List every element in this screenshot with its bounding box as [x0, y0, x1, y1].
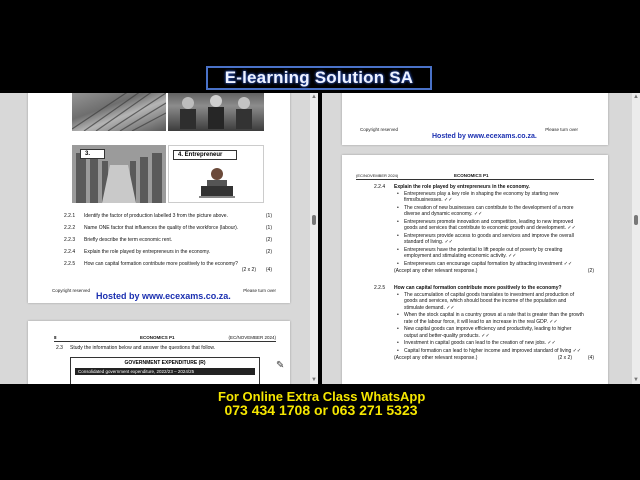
photo-capital-warehouse [72, 145, 166, 203]
table-title: GOVERNMENT EXPENDITURE (R) [124, 360, 206, 366]
right-pdf-viewer[interactable] [322, 93, 640, 384]
answer-marks: (2) [587, 268, 594, 274]
hosted-by-link[interactable]: Hosted by www.ecexams.co.za. [96, 291, 231, 301]
answer-bullet: • New capital goods can improve efficiency and productivity, leading to higher output and better-quality products. ✓✓ [404, 326, 584, 339]
please-turn-over-label: Please turn over [243, 288, 276, 293]
question-row: 2.2.2 Name ONE factor that influences the quality of the workforce (labour). (1) [64, 225, 272, 231]
scroll-down-icon[interactable]: ▼ [311, 377, 317, 383]
accept-note: (Accept any other relevant response.) [394, 355, 478, 361]
whatsapp-phone-numbers: 073 434 1708 or 063 271 5323 [224, 402, 418, 418]
page-header-subject: ECONOMICS P1 [454, 173, 489, 178]
answer-bullet: • The accumulation of capital goods translates to investment and production of goods and services, which should boost the income of the population and stimulate demand. ✓✓ [404, 292, 584, 312]
hosted-by-link[interactable]: Hosted by www.ecexams.co.za. [432, 133, 537, 140]
answer-bullet: • Entrepreneurs promote innovation and competition, leading to new improved goods and services that contribute to economic growth and development. ✓✓ [404, 219, 584, 232]
header-divider [356, 179, 594, 180]
scroll-thumb[interactable] [634, 215, 638, 225]
question-row: 2.2.1 Identify the factor of production labelled 3 from the picture above. (1) [64, 213, 272, 219]
question-paper-page [28, 93, 290, 303]
question-row: 2.2.5 How can capital formation contribute more positively to the economy? [64, 261, 238, 267]
expenditure-table [70, 357, 260, 384]
field-rows-image [72, 93, 166, 131]
photo-entrepreneur [168, 145, 264, 203]
scroll-thumb[interactable] [312, 215, 316, 225]
workers-image [168, 93, 264, 131]
scroll-up-icon[interactable]: ▲ [311, 94, 317, 100]
question-instruction: Study the information below and answer the questions that follow. [70, 345, 216, 351]
memo-page-prev [342, 93, 608, 145]
answer-bullet: • Entrepreneurs can encourage capital formation by attracting investment ✓✓ [404, 261, 584, 268]
page-header-session: (EC/NOVEMBER 2024) [356, 173, 399, 178]
scroll-up-icon[interactable]: ▲ [633, 94, 639, 100]
answer-bullet: • Capital formation can lead to higher income and improved standard of living ✓✓ [404, 348, 584, 355]
photo-label-4: 4. Entrepreneur [173, 150, 237, 160]
answer-bullet: • The creation of new businesses can contribute to the development of a more diverse and dynamic economy. ✓✓ [404, 205, 584, 218]
left-scrollbar[interactable] [310, 93, 318, 384]
question-row: 2.2.4 Explain the role played by entrepreneurs in the economy. (2) [64, 249, 272, 255]
question-marks-row: (2 x 2) (4) [241, 267, 272, 273]
right-scrollbar[interactable] [632, 93, 640, 384]
answer-question-title: How can capital formation contribute more positively to the economy? [394, 285, 562, 291]
copyright-label: Copyright reserved [360, 127, 399, 132]
channel-banner [206, 66, 432, 90]
answer-question-title: Explain the role played by entrepreneurs in the economy. [394, 184, 530, 190]
answer-block [394, 285, 594, 362]
whatsapp-promo-line: For Online Extra Class WhatsApp [218, 389, 426, 404]
question-row: 2.2.3 Briefly describe the term economic rent. (2) [64, 237, 272, 243]
answer-number: 2.2.5 [374, 285, 386, 291]
please-turn-over-label: Please turn over [545, 127, 578, 132]
page-number: 8 [54, 335, 57, 340]
accept-note: (Accept any other relevant response.) [394, 268, 478, 274]
table-subtitle: Consolidated government expenditure, 2022/23 – 2024/25 [75, 368, 255, 375]
photo-workers [168, 93, 264, 131]
answer-bullet: • When the stock capital in a country grows at a rate that is greater than the growth rate of the labour force, it will lead to an increase in the real GDP. ✓✓ [404, 312, 584, 325]
copyright-label: Copyright reserved [52, 288, 91, 293]
memo-page [342, 155, 608, 384]
scroll-down-icon[interactable]: ▼ [633, 377, 639, 383]
question-number: 2.3 [56, 345, 63, 351]
answer-total: (4) [587, 355, 594, 361]
answer-bullet: • Entrepreneurs have the potential to lift people out of poverty by creating employment and stimulating economic activity. ✓✓ [404, 247, 584, 260]
header-divider [54, 341, 276, 342]
left-pdf-viewer[interactable] [0, 93, 318, 384]
answer-bullet: • Entrepreneurs play a key role in shaping the economy by starting new firms/businesses. ✓✓ [404, 191, 584, 204]
question-paper-next-page [28, 321, 290, 384]
photo-land-field [72, 93, 166, 131]
answer-marks: (2 x 2) [557, 355, 572, 361]
answer-bullets [394, 292, 584, 355]
page-header-subject: ECONOMICS P1 [140, 335, 175, 340]
answer-block [394, 184, 594, 275]
banner-title: E-learning Solution SA [224, 68, 414, 87]
answer-bullets [394, 191, 584, 268]
answer-bullet: • Investment in capital goods can lead to the creation of new jobs. ✓✓ [404, 340, 584, 347]
page-header-session: (EC/NOVEMBER 2024) [228, 335, 276, 340]
photo-label-3: 3. [80, 149, 105, 159]
answer-bullet: • Entrepreneurs provide access to goods and services and improve the overall standard of living. ✓✓ [404, 233, 584, 246]
answer-number: 2.2.4 [374, 184, 386, 190]
edit-pencil-icon[interactable]: ✎ [276, 360, 285, 371]
